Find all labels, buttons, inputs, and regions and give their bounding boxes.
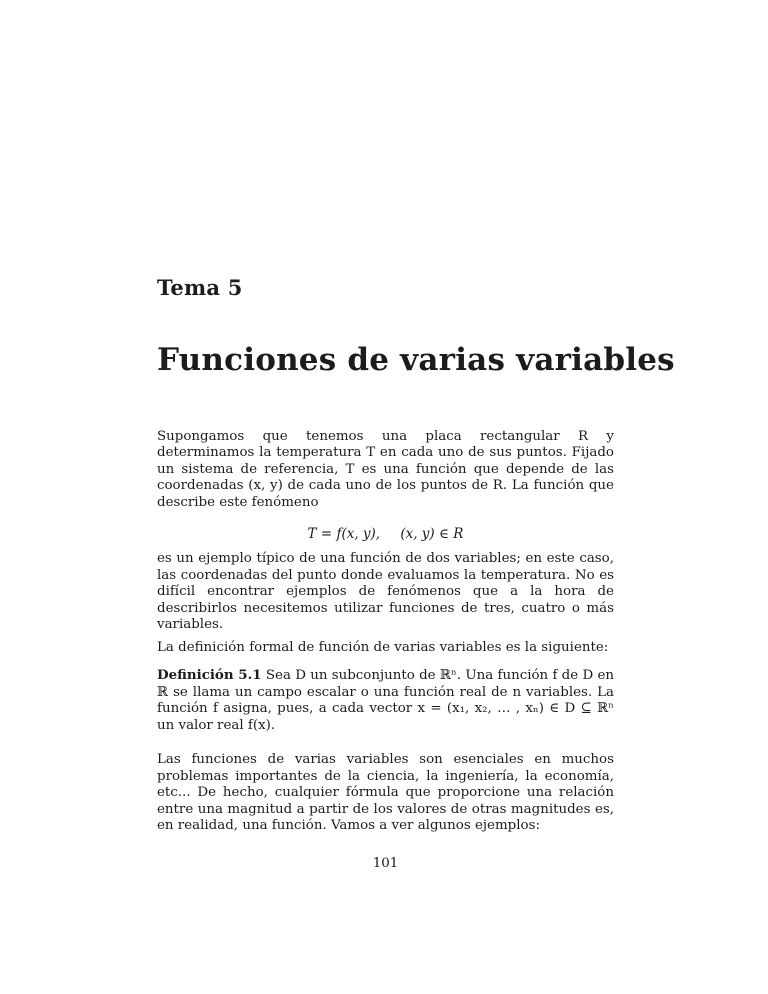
chapter-title: Funciones de varias variables <box>157 342 675 378</box>
equation-temperature-function: T = f(x, y), (x, y) ∈ R <box>307 526 464 543</box>
paragraph-example-two-variables: es un ejemplo típico de una función de dos variables; en este caso, las coordenadas del punto donde evaluamos la temperatura. No es difícil encontrar ejemplos de fenómenos que a la hora de describirlos necesitemos utilizar funciones de tres, cuatro o más variables. <box>157 551 614 633</box>
definition-5-1 <box>157 667 614 734</box>
chapter-label: Tema 5 <box>157 275 243 300</box>
paragraph-importance: Las funciones de varias variables son esenciales en muchos problemas importantes de la ciencia, la ingeniería, la economía, etc... De hecho, cualquier fórmula que proporcione una relación entre una magnitud a partir de los valores de otras magnitudes es, en realidad, una función. Vamos a ver algunos ejemplos: <box>157 752 614 834</box>
page-number: 101 <box>372 855 399 871</box>
definition-label: Definición 5.1 <box>157 667 262 684</box>
paragraph-intro: Supongamos que tenemos una placa rectangular R y determinamos la temperatura T en cada uno de sus puntos. Fijado un sistema de referencia, T es una función que depende de las coordenadas (x, y) de cada uno de los puntos de R. La función que describe este fenómeno <box>157 428 614 510</box>
definition-body: Sea D un subconjunto de ℝⁿ. Una función f de D en ℝ se llama un campo escalar o una función real de n variables. La función f asigna, pues, a cada vector x = (x₁, x₂, … , xₙ) ∈ D ⊆ ℝⁿ un valor real f(x). <box>157 668 614 733</box>
paragraph-definition-lead-in: La definición formal de función de varias variables es la siguiente: <box>157 639 609 655</box>
